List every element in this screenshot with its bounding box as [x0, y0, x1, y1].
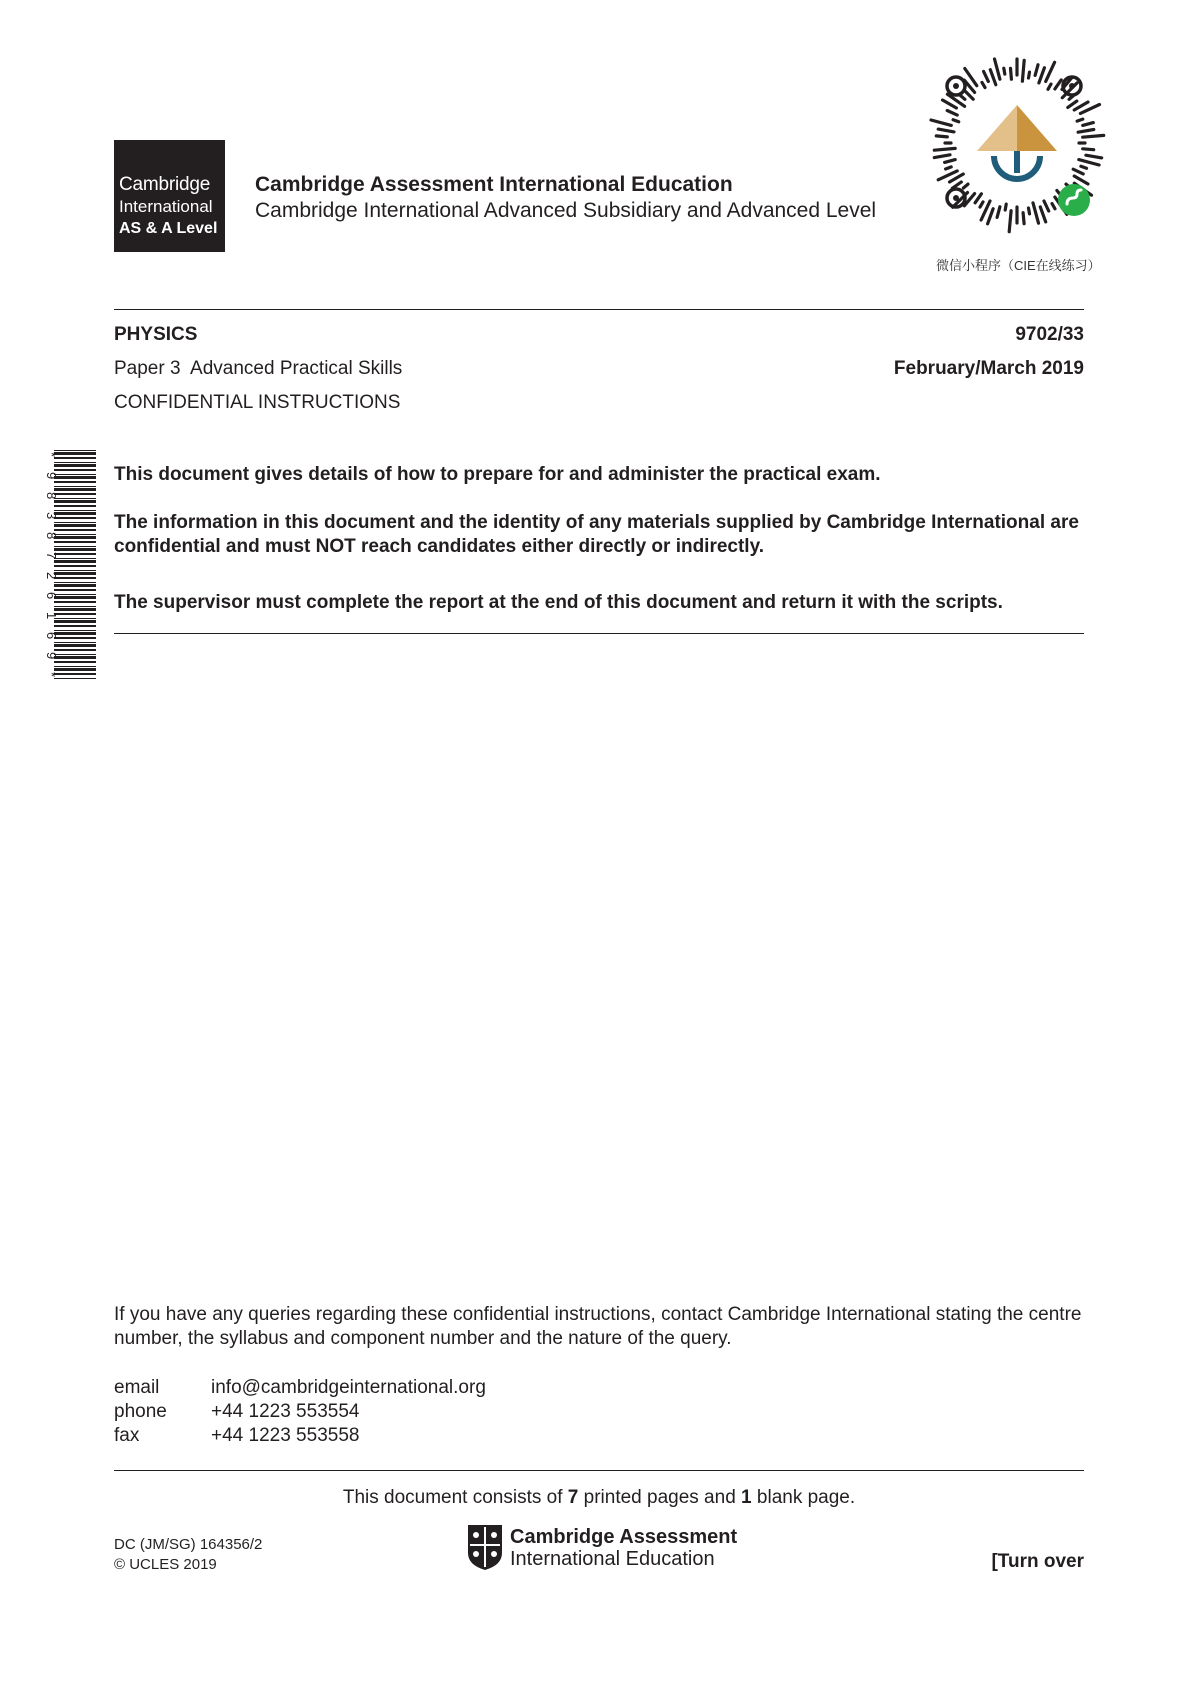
contact-list	[114, 1376, 486, 1448]
copyright: © UCLES 2019	[114, 1556, 217, 1573]
barcode-digit: *	[44, 452, 59, 458]
notice-prepare: This document gives details of how to prepare for and administer the practical exam.	[114, 464, 881, 485]
fax-value: +44 1223 553558	[211, 1425, 360, 1446]
subject: PHYSICS	[114, 324, 198, 345]
query-text: If you have any queries regarding these confidential instructions, contact Cambridge International stating the centre number, the syllabus and component number and the nature of the query.	[114, 1304, 1082, 1349]
cambridge-assessment-logo	[466, 1523, 746, 1571]
divider-bottom	[114, 1470, 1084, 1471]
qr-caption: 微信小程序（CIE在线练习）	[936, 258, 1101, 273]
contact-label: phone	[114, 1401, 167, 1422]
contact-phone-row	[114, 1400, 486, 1424]
printed-pages: 7	[567, 1487, 579, 1508]
barcode-digit: 3	[44, 512, 59, 520]
barcode-digit: 6	[44, 592, 59, 600]
phone-value: +44 1223 553554	[211, 1401, 360, 1422]
notice-confidential: The information in this document and the identity of any materials supplied by Cambridge International are confidential and must NOT reach candidates either directly or indirectly.	[114, 512, 1079, 557]
page-count-suffix: blank page.	[751, 1487, 856, 1508]
logo-line-1: Cambridge	[119, 174, 211, 195]
barcode-digit: 8	[44, 492, 59, 500]
page-count-prefix: This document consists of	[342, 1487, 568, 1508]
org-title: Cambridge Assessment International Education	[255, 173, 733, 196]
barcode-digit: 6	[44, 632, 59, 640]
footer-logo-line-2: International Education	[510, 1548, 715, 1570]
org-subtitle: Cambridge International Advanced Subsidiary and Advanced Level	[255, 199, 877, 222]
document-code	[114, 1535, 262, 1575]
barcode-digit: 1	[44, 612, 59, 620]
contact-fax-row	[114, 1424, 486, 1448]
barcode-digit: 7	[44, 552, 59, 560]
page-count	[0, 1487, 1191, 1509]
contact-label: fax	[114, 1425, 140, 1446]
blank-pages: 1	[741, 1487, 752, 1508]
turn-over: [Turn over	[991, 1551, 1084, 1572]
barcode-digit: 9	[44, 652, 59, 660]
exam-session: February/March 2019	[893, 358, 1084, 379]
barcode-digit: 2	[44, 572, 59, 580]
notice-supervisor: The supervisor must complete the report at the end of this document and return it with the scripts.	[114, 592, 1003, 613]
confidential-label: CONFIDENTIAL INSTRUCTIONS	[114, 392, 401, 413]
page-count-middle: printed pages and	[578, 1487, 742, 1508]
barcode-digit: *	[44, 672, 59, 678]
footer-logo-line-1: Cambridge Assessment	[510, 1526, 738, 1548]
logo-line-3: AS & A Level	[119, 220, 218, 237]
doc-code-line: DC (JM/SG) 164356/2	[114, 1536, 263, 1553]
email-link[interactable]: info@cambridgeinternational.org	[211, 1377, 486, 1398]
barcode-digit: 9	[44, 472, 59, 480]
barcode-icon	[42, 450, 98, 680]
mini-program-qr-icon[interactable]	[922, 48, 1112, 238]
contact-email-row	[114, 1376, 486, 1400]
divider-top	[114, 309, 1084, 310]
divider-notices	[114, 633, 1084, 634]
paper-title: Paper 3 Advanced Practical Skills	[114, 358, 403, 379]
syllabus-code: 9702/33	[1015, 324, 1084, 345]
barcode-digit: 8	[44, 532, 59, 540]
cambridge-international-logo	[114, 140, 225, 252]
contact-label: email	[114, 1377, 160, 1398]
logo-line-2: International	[119, 197, 213, 216]
